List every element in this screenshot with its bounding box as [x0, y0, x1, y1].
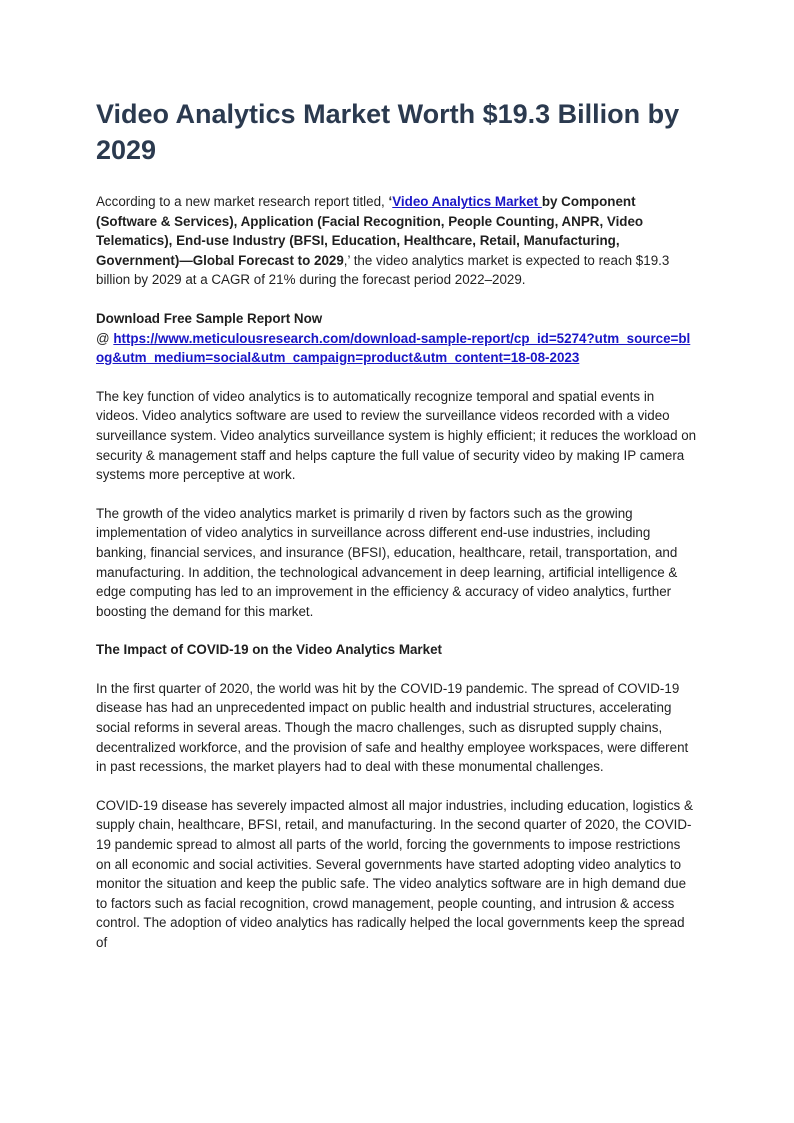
intro-paragraph	[96, 192, 698, 290]
intro-quote-open: ‘	[388, 194, 393, 209]
covid-paragraph-1: In the first quarter of 2020, the world was hit by the COVID-19 pandemic. The spread of COVID-19 disease has had an unprecedented impact on public health and industrial structures, accelerating social reforms in several areas. Though the macro challenges, such as disrupted supply chains, decentralized workforce, and the provision of safe and healthy employee workspaces, were different in past recessions, the market players had to deal with these monumental challenges.	[96, 680, 689, 775]
download-sample-link[interactable]: https://www.meticulousresearch.com/download-sample-report/cp_id=5274?utm_source=blog&utm_medium=social&utm_campaign=product&utm_content=18-08-2023	[96, 330, 691, 366]
download-at-sign: @	[96, 330, 114, 346]
intro-trail: ,’ the video analytics market is expected to reach $19.3 billion by 2029 at a CAGR of 21% during the forecast period 2022–2029.	[96, 252, 670, 288]
intro-report-title: by Component (Software & Services), Application (Facial Recognition, People Counting, ANPR, Video Telematics), End-use Industry (BFSI, Education, Healthcare, Retail, Manufacturing, Government)—Global Forecast to 2029	[96, 194, 644, 268]
intro-lead: According to a new market research report titled,	[96, 194, 389, 209]
covid-paragraph-2: COVID-19 disease has severely impacted almost all major industries, including education, logistics & supply chain, healthcare, BFSI, retail, and manufacturing. In the second quarter of 2020, the COVID-19 pandemic spread to almost all parts of the world, forcing the governments to impose restrictions on all economic and social activities. Several governments have started adopting video analytics to monitor the situation and keep the public safe. The video analytics software are in high demand due to factors such as facial recognition, crowd management, people counting, and intrusion & access control. The adoption of video analytics has radically helped the local governments keep the spread of	[96, 797, 693, 950]
covid-section-heading: The Impact of COVID-19 on the Video Analytics Market	[96, 642, 442, 658]
download-block	[96, 309, 698, 368]
page-title: Video Analytics Market Worth $19.3 Billion by 2029	[96, 99, 680, 165]
body-paragraph-1: The key function of video analytics is to automatically recognize temporal and spatial events in videos. Video analytics software are used to review the surveillance videos recorded with a video surveillance system. Video analytics surveillance system is highly efficient; it reduces the workload on security & management staff and helps capture the full value of security video by making IP camera systems more perceptive at work.	[96, 388, 697, 483]
body-paragraph-2: The growth of the video analytics market is primarily d riven by factors such as the growing implementation of video analytics in surveillance across different end-use industries, including banking, financial services, and insurance (BFSI), education, healthcare, retail, transportation, and manufacturing. In addition, the technological advancement in deep learning, artificial intelligence & edge computing has led to an improvement in the efficiency & accuracy of video analytics, further boosting the demand for this market.	[96, 505, 678, 619]
download-label: Download Free Sample Report Now	[96, 310, 323, 326]
report-title-link[interactable]: Video Analytics Market	[392, 194, 542, 209]
